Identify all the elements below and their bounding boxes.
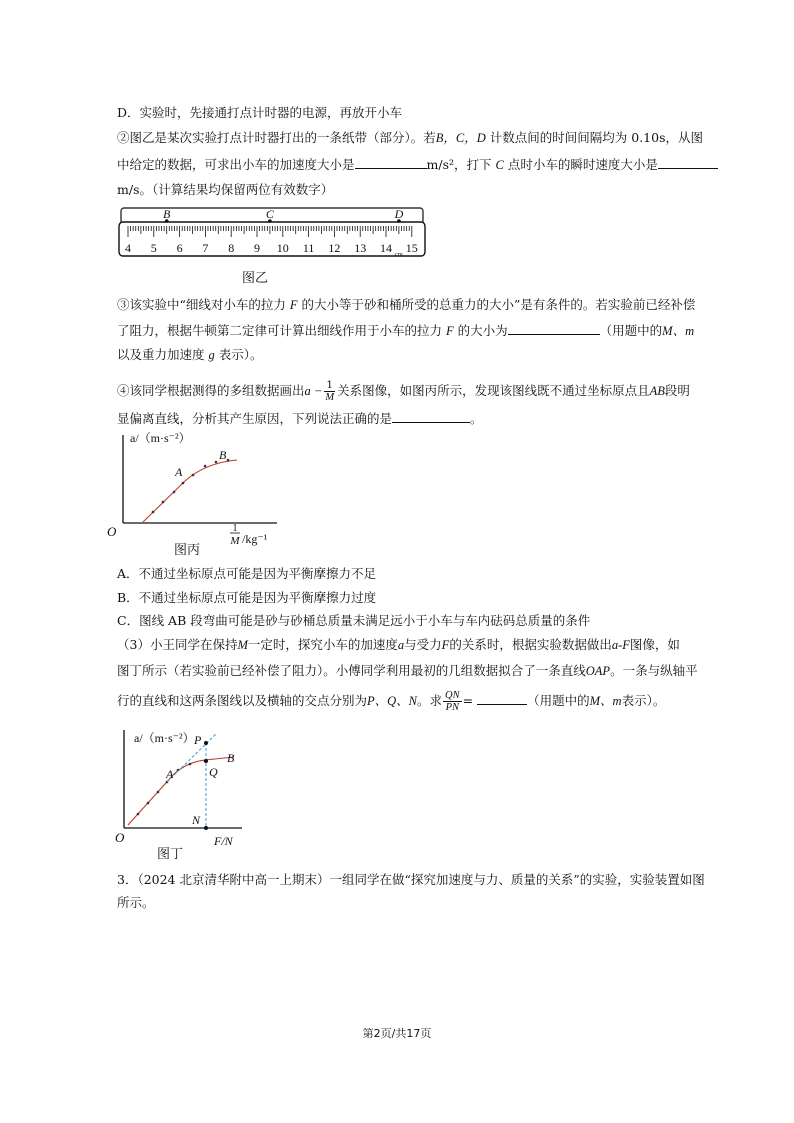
point-a-label: A	[175, 465, 183, 479]
answer-blank-ratio[interactable]	[477, 691, 527, 705]
ruler-tick-label: 11	[302, 241, 315, 255]
ruler-tick-label: 8	[228, 241, 235, 255]
graph-bing	[105, 425, 295, 560]
data-point	[189, 763, 192, 766]
ruler-tick-label: 9	[254, 241, 260, 255]
point-q	[204, 759, 208, 763]
question-4-line1: ④该同学根据测得的多组数据画出a − $\frac{1}{M}$ 关系图像，如图丙所示，发现该图线既不通过坐标原点且AB段明	[117, 379, 690, 403]
x-label-unit: /kg⁻¹	[242, 532, 268, 546]
page-footer: 第2页/共17页	[362, 1027, 432, 1040]
point-a-label: A	[166, 767, 174, 781]
figure-caption-yi: 图乙	[241, 270, 269, 285]
fraction-qn-over-pn: $\frac{QN}{PN}$	[445, 690, 460, 713]
question-2-line3: m/s。（计算结果均保留两位有效数字）	[117, 182, 334, 197]
a-vs-inv-m-curve	[143, 460, 237, 522]
x-label-den: M	[230, 535, 240, 547]
data-point	[192, 474, 195, 477]
question-2-line1: ②图乙是某次实验打点计时器打出的一条纸带（部分）。若B，C，D 计数点间的时间间隔均为 0.10s，从图	[117, 130, 703, 145]
figure-caption-bing: 图丙	[173, 542, 201, 557]
question-4-line2: 显偏离直线，分析其产生原因，下列说法正确的是 。	[117, 411, 483, 426]
y-axis-label: a/（m·s⁻²）	[130, 431, 191, 445]
question-3-line3: 以及重力加速度 g 表示）。	[117, 347, 263, 362]
ruler-tick-label: 15	[405, 241, 418, 255]
part-3-line3: 行的直线和这两条图线以及横轴的交点分别为P、Q、N。求 $\frac{QN}{PN}$ = （用题中的M、m表示）。	[117, 690, 666, 713]
option-b[interactable]: B．不通过坐标原点可能是因为平衡摩擦力过度	[117, 590, 377, 605]
data-point	[182, 482, 185, 485]
data-point	[204, 465, 207, 468]
question-3-line1: ③该实验中“细线对小车的拉力 F 的大小等于砂和桶所受的总重力的大小”是有条件的。若实验前已经补偿	[117, 297, 696, 312]
tape-point-label: B	[163, 207, 171, 221]
ruler-tick-label: 4	[125, 241, 131, 255]
point-q-label: Q	[209, 765, 218, 779]
question-next-line1: 3．（2024 北京清华附中高一上期末）一组同学在做“探究加速度与力、质量的关系”的实验，实验装置如图	[117, 872, 705, 887]
data-point	[152, 511, 155, 514]
question-next-line2: 所示。	[117, 895, 155, 910]
x-axis-label: F/N	[214, 834, 233, 848]
graph-ding	[112, 724, 262, 864]
origin-label: O	[115, 830, 125, 845]
a-vs-f-curve	[128, 757, 234, 825]
x-label-num: 1	[232, 523, 238, 534]
ruler-tick-label: 5	[150, 241, 157, 255]
data-point	[215, 461, 218, 464]
ruler-tick-label: 7	[202, 241, 209, 255]
data-point	[157, 791, 160, 794]
ruler-tick-label: 14	[380, 241, 392, 255]
answer-blank-acceleration[interactable]	[355, 155, 427, 169]
point-p	[204, 741, 208, 745]
answer-blank-tension[interactable]	[508, 321, 600, 335]
figure-caption-ding: 图丁	[156, 846, 184, 861]
ruler-tick-label: 12	[328, 241, 341, 255]
point-b-label: B	[227, 751, 235, 765]
tape-point-label: C	[265, 207, 274, 221]
y-axis-label: a/（m·s⁻²）	[134, 731, 195, 745]
ruler-tick-label: 13	[354, 241, 367, 255]
part-3-line1: （3）小王同学在保持M一定时，探究小车的加速度a与受力F的关系时，根据实验数据做出a-F图像，如	[117, 637, 680, 652]
point-p-label: P	[194, 733, 202, 747]
ruler-figure	[118, 204, 426, 284]
question-3-line2: 了阻力，根据牛顿第二定律可计算出细线作用于小车的拉力 F 的大小为 （用题中的M、m	[117, 323, 695, 338]
part-3-line2: 图丁所示（若实验前已经补偿了阻力）。小傅同学利用最初的几组数据拟合了一条直线OAP。一条与纵轴平	[117, 663, 698, 678]
fraction-one-over-m: $\frac{1}{M}$	[325, 379, 335, 403]
data-point	[227, 459, 230, 462]
data-point	[147, 802, 150, 805]
answer-blank-velocity[interactable]	[658, 155, 718, 169]
data-point	[162, 501, 165, 504]
ruler-unit-label: cm	[394, 251, 403, 258]
ruler-tick-label: 6	[176, 241, 183, 255]
point-n	[204, 826, 208, 830]
option-d: D．实验时，先接通打点计时器的电源，再放开小车	[117, 105, 403, 120]
origin-label: O	[107, 524, 117, 539]
point-n-label: N	[192, 813, 201, 827]
question-2-line2: 中给定的数据，可求出小车的加速度大小是 m/s²，打下 C 点时小车的瞬时速度大小是	[117, 155, 718, 175]
answer-blank-choice[interactable]	[392, 409, 470, 423]
point-b-label: B	[219, 448, 227, 462]
ruler-tick-label: 10	[276, 241, 289, 255]
tape-point-label: D	[394, 207, 404, 221]
option-a[interactable]: A．不通过坐标原点可能是因为平衡摩擦力不足	[117, 566, 377, 581]
data-point	[173, 491, 176, 494]
option-c[interactable]: C．图线 AB 段弯曲可能是砂与砂桶总质量未满足远小于小车与车内砝码总质量的条件	[117, 613, 591, 628]
data-point	[137, 813, 140, 816]
